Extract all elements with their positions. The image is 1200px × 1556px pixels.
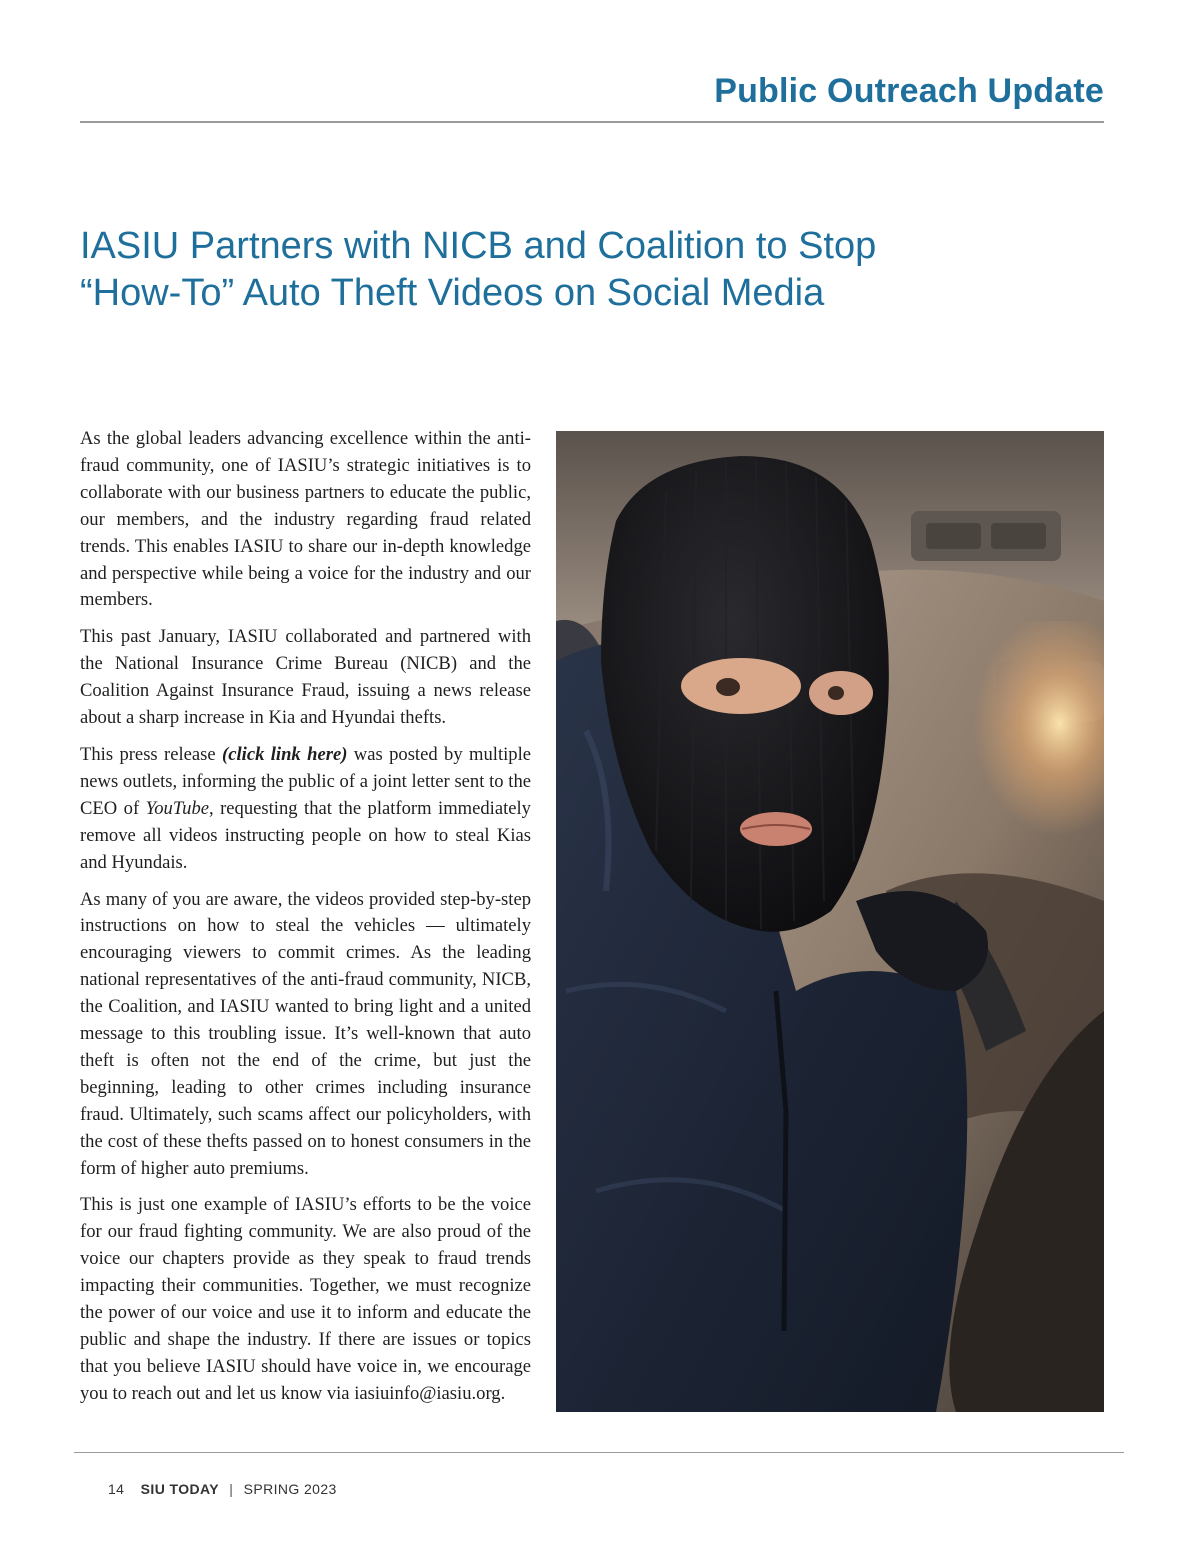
masked-car-thief-photo xyxy=(556,431,1104,1412)
footer-divider xyxy=(74,1452,1124,1453)
article-headline xyxy=(80,223,1000,317)
footer-separator: | xyxy=(229,1481,234,1497)
page-footer xyxy=(108,1481,337,1497)
headline-line-1: IASIU Partners with NICB and Coalition to Stop xyxy=(80,225,877,267)
headline-line-2: “How-To” Auto Theft Videos on Social Media xyxy=(80,272,825,314)
page-number: 14 xyxy=(108,1481,125,1497)
paragraph-5: This is just one example of IASIU’s efforts to be the voice for our fraud fighting community. We are also proud of the voice our chapters provide as they speak to fraud trends impacting their communities. Together, we must recognize the power of our voice and use it to inform and educate the public and shape the industry. If there are issues or topics that you believe IASIU should have voice in, we encourage you to reach out and let us know via iasiuinfo@iasiu.org. xyxy=(80,1194,531,1404)
header-divider xyxy=(80,121,1104,123)
section-title: Public Outreach Update xyxy=(714,72,1104,110)
paragraph-3-end: , requesting that the platform immediately remove all videos instructing people on how to steal Kias and Hyundais. xyxy=(80,797,531,873)
article-body xyxy=(80,426,531,1418)
paragraph-3-middle: was posted by multiple news outlets, informing the public of a joint letter sent to the CEO of xyxy=(80,743,531,819)
paragraph-4: As many of you are aware, the videos provided step-by-step instructions on how to steal the vehicles — ultimately encouraging viewers to commit crimes. As the leading national representatives of the anti-fraud community, NICB, the Coalition, and IASIU wanted to bring light and a united message to this troubling issue. It’s well-known that auto theft is often not the end of the crime, but just the beginning, leading to other crimes including insurance fraud. Ultimately, such scams affect our policyholders, with the cost of these thefts passed on to honest consumers in the form of higher auto premiums. xyxy=(80,888,531,1179)
paragraph-1: As the global leaders advancing excellence within the anti-fraud community, one of IASIU’s strategic initiatives is to collaborate with our business partners to educate the public, our members, and the industry regarding fraud related trends. This enables IASIU to share our in-depth knowledge and perspective while being a voice for the industry and our members. xyxy=(80,428,531,611)
publication-name: SIU TODAY xyxy=(140,1481,219,1497)
paragraph-3-intro: This press release xyxy=(80,743,223,765)
youtube-name: YouTube xyxy=(145,797,209,819)
press-release-link[interactable]: (click link here) xyxy=(222,743,348,765)
paragraph-2: This past January, IASIU collaborated and partnered with the National Insurance Crime Bureau (NICB) and the Coalition Against Insurance Fraud, issuing a news release about a sharp increase in Kia and Hyundai thefts. xyxy=(80,626,531,729)
issue-label: SPRING 2023 xyxy=(243,1481,337,1497)
paragraph-3 xyxy=(80,742,531,877)
